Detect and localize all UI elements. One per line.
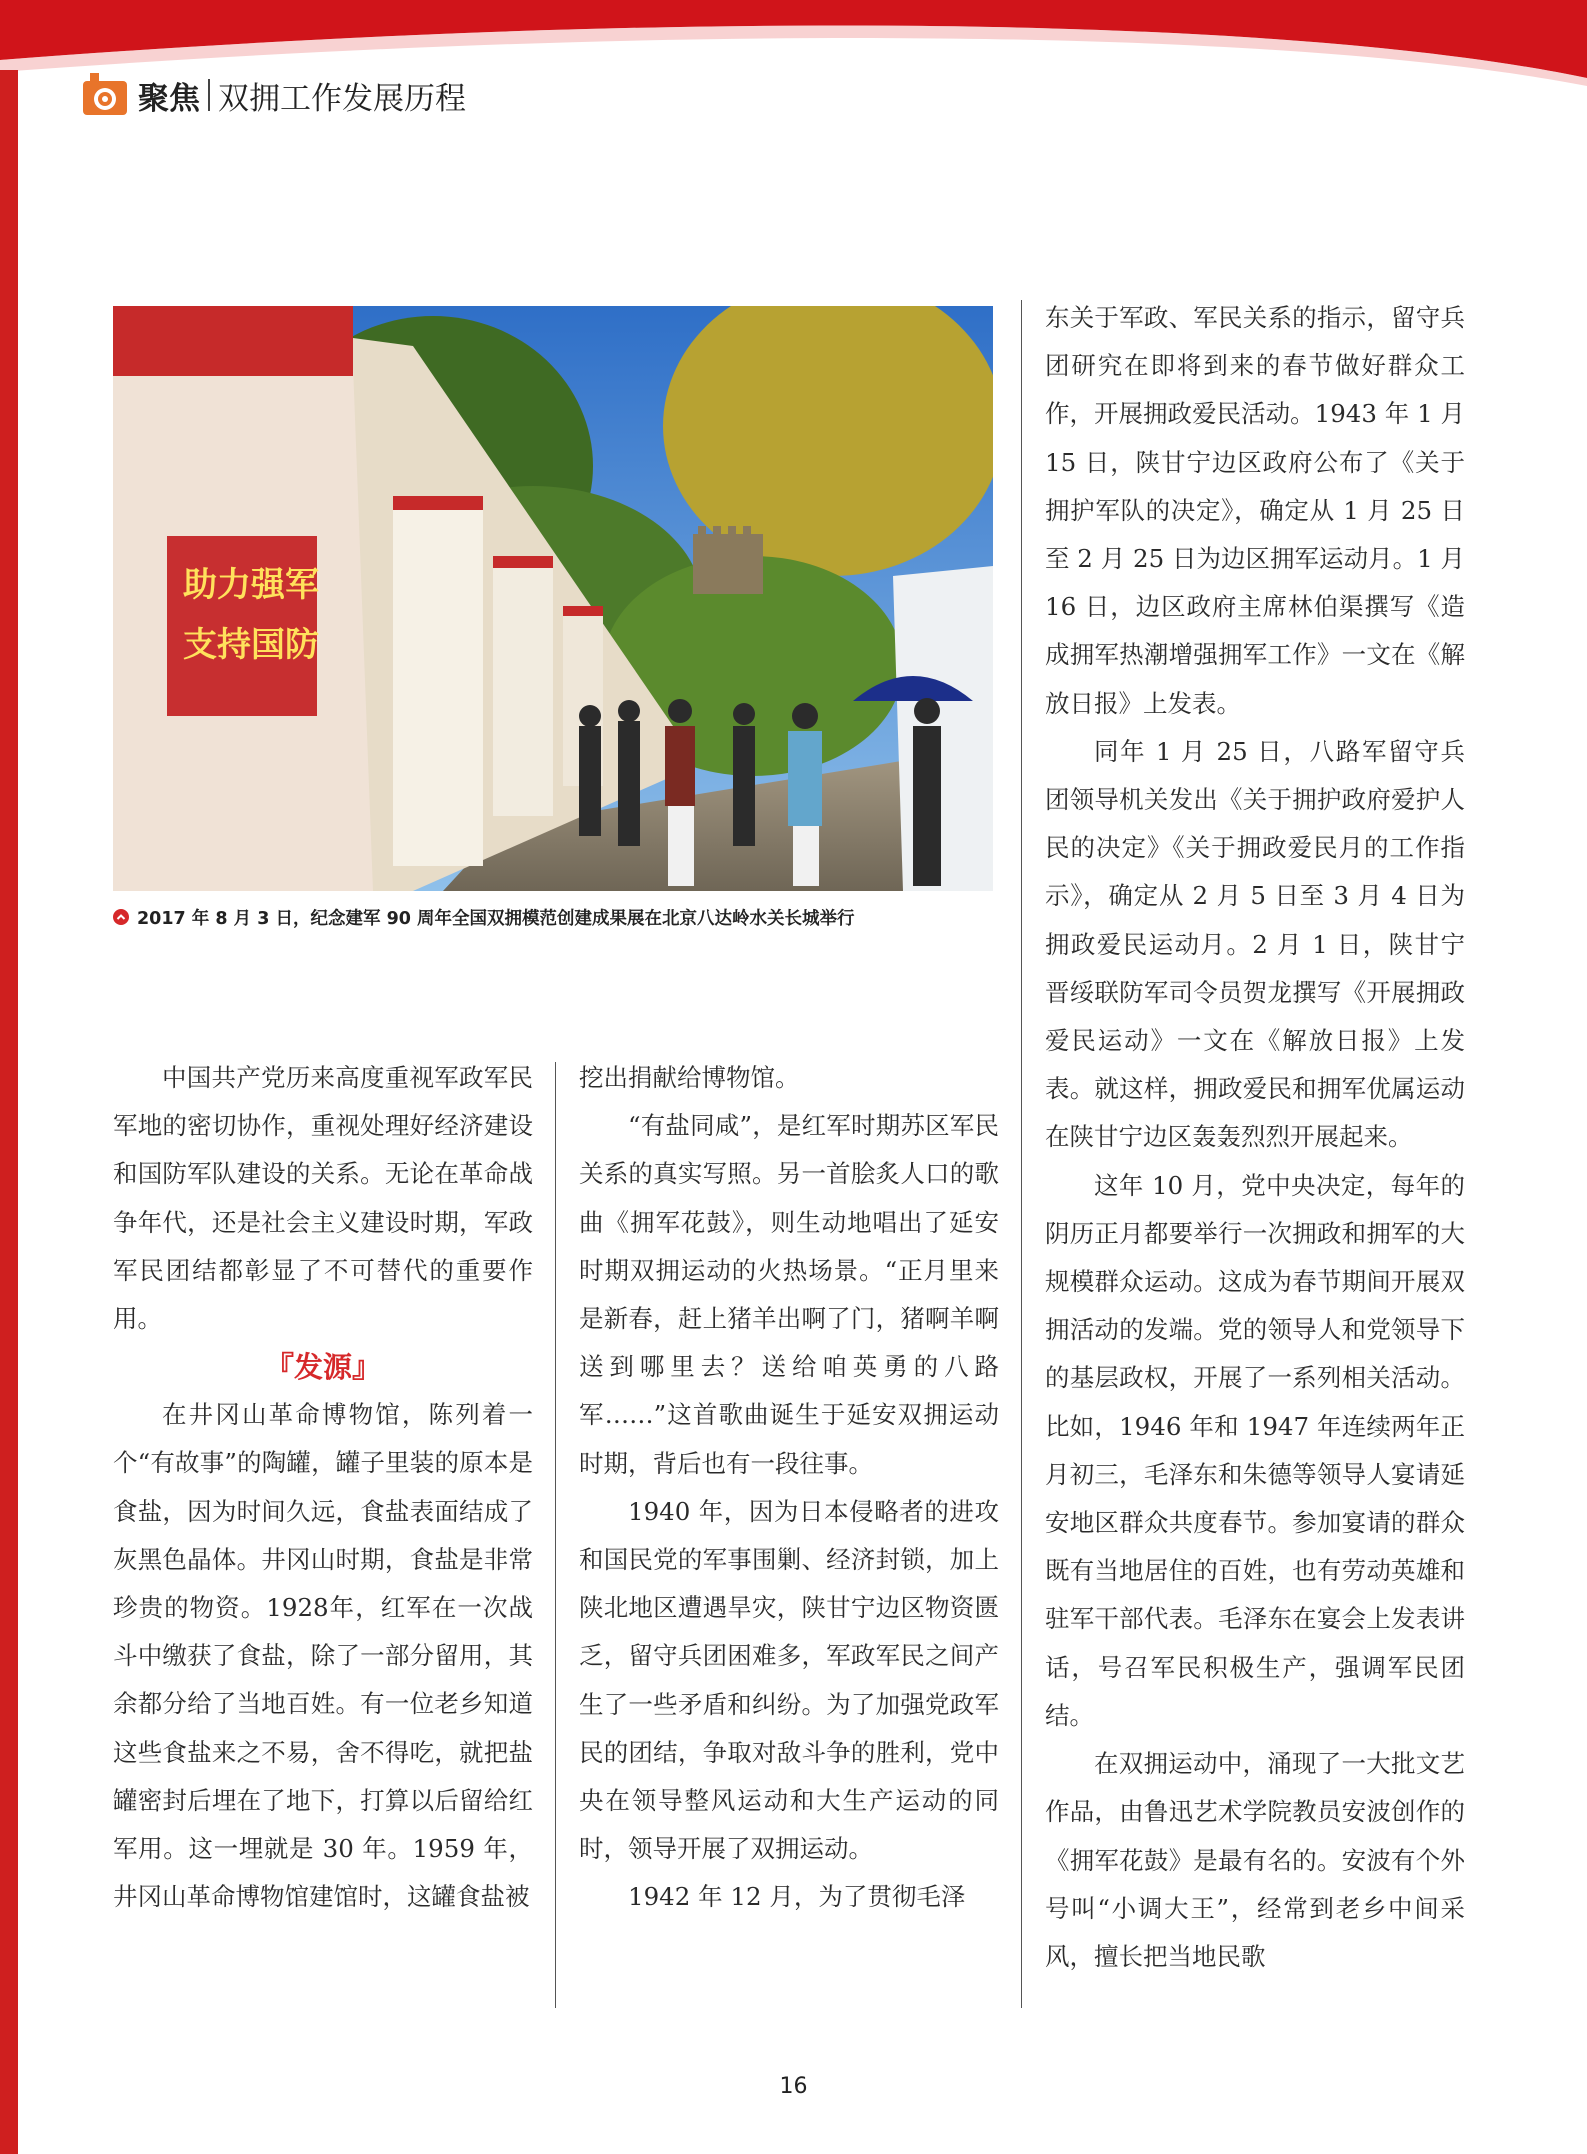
page-number: 16 bbox=[779, 2074, 808, 2099]
intro-paragraph: 中国共产党历来高度重视军政军民军地的密切协作，重视处理好经济建设和国防军队建设的关系。无论在革命战争年代，还是社会主义建设时期，军政军民团结都彰显了不可替代的重要作用。 bbox=[113, 1063, 533, 1334]
left-accent-bar bbox=[0, 70, 18, 2154]
column-divider bbox=[555, 1062, 556, 2008]
body-paragraph: 在井冈山革命博物馆，陈列着一个“有故事”的陶罐，罐子里装的原本是食盐，因为时间久远，食盐表面结成了灰黑色晶体。井冈山时期，食盐是非常珍贵的物资。1928年，红军在一次战斗中缴获了食盐，除了一部分留用，其余都分给了当地百姓。有一位老乡知道这些食盐来之不易，舍不得吃，就把盐罐密封后埋在了地下，打算以后留给红军用。这一埋就是 30 年。1959 年，井冈山革命博物馆建馆时，这罐食盐被 bbox=[113, 1400, 533, 1912]
caption-text: 2017 年 8 月 3 日，纪念建军 90 周年全国双拥模范创建成果展在北京八达岭水关长城举行 bbox=[137, 908, 855, 929]
body-paragraph: 在双拥运动中，涌现了一大批文艺作品，由鲁迅艺术学院教员安波创作的《拥军花鼓》是最有名的。安波有个外号叫“小调大王”，经常到老乡中间采风，擅长把当地民歌 bbox=[1045, 1749, 1465, 1971]
body-paragraph: 东关于军政、军民关系的指示，留守兵团研究在即将到来的春节做好群众工作，开展拥政爱民活动。1943 年 1 月 15 日，陕甘宁边区政府公布了《关于拥护军队的决定》，确定从 1 月 25 日至 2 月 25 日为边区拥军运动月。1 月 16 日，边区政府主席林伯渠撰写《造成拥军热潮增强拥军工作》一文在《解放日报》上发表。 bbox=[1045, 303, 1465, 718]
section-label: 聚焦 bbox=[138, 80, 200, 117]
page-header bbox=[82, 68, 466, 122]
article-column-3 bbox=[1045, 294, 1465, 1981]
camera-icon bbox=[82, 73, 128, 117]
body-paragraph: “有盐同咸”，是红军时期苏区军民关系的真实写照。另一首脍炙人口的歌曲《拥军花鼓》，则生动地唱出了延安时期双拥运动的火热场景。“正月里来是新春，赶上猪羊出啊了门，猪啊羊啊送到哪里去？送给咱英勇的八路军……”这首歌曲诞生于延安双拥运动时期，背后也有一段往事。 bbox=[579, 1111, 999, 1478]
body-paragraph: 1940 年，因为日本侵略者的进攻和国民党的军事围剿、经济封锁，加上陕北地区遭遇旱灾，陕甘宁边区物资匮乏，留守兵团困难多，军政军民之间产生了一些矛盾和纠纷。为了加强党政军民的团结，争取对敌斗争的胜利，党中央在领导整风运动和大生产运动的同时，领导开展了双拥运动。 bbox=[579, 1496, 999, 1864]
page-title: 双拥工作发展历程 bbox=[218, 80, 466, 117]
article-column-2 bbox=[579, 1054, 999, 1922]
exhibition-photo bbox=[113, 306, 993, 891]
article-column-1 bbox=[113, 1054, 533, 1921]
body-paragraph: 1942 年 12 月，为了贯彻毛泽 bbox=[628, 1882, 966, 1912]
poster-text-1: 助力强军 bbox=[183, 565, 319, 605]
poster-text-2: 支持国防 bbox=[183, 625, 319, 665]
body-paragraph: 挖出捐献给博物馆。 bbox=[579, 1063, 800, 1092]
header-divider bbox=[208, 79, 210, 111]
body-paragraph: 同年 1 月 25 日，八路军留守兵团领导机关发出《关于拥护政府爱护人民的决定》《关于拥政爱民月的工作指示》，确定从 2 月 5 日至 3 月 4 日为拥政爱民运动月。2 月 1 日，陕甘宁晋绥联防军司令员贺龙撰写《开展拥政爱民运动》一文在《解放日报》上发表。就这样，拥政爱民和拥军优属运动在陕甘宁边区轰轰烈烈开展起来。 bbox=[1045, 736, 1465, 1152]
body-paragraph: 这年 10 月，党中央决定，每年的阴历正月都要举行一次拥政和拥军的大规模群众运动。这成为春节期间开展双拥活动的发端。党的领导人和党领导下的基层政权，开展了一系列相关活动。比如，1946 年和 1947 年连续两年正月初三，毛泽东和朱德等领导人宴请延安地区群众共度春节。参加宴请的群众既有当地居住的百姓，也有劳动英雄和驻军干部代表。毛泽东在宴会上发表讲话，号召军民积极生产，强调军民团结。 bbox=[1045, 1170, 1465, 1730]
chevron-up-circle-icon bbox=[113, 909, 129, 925]
column-divider bbox=[1021, 300, 1022, 2008]
section-heading: 『发源』 bbox=[264, 1350, 381, 1385]
photo-caption bbox=[113, 904, 1013, 930]
